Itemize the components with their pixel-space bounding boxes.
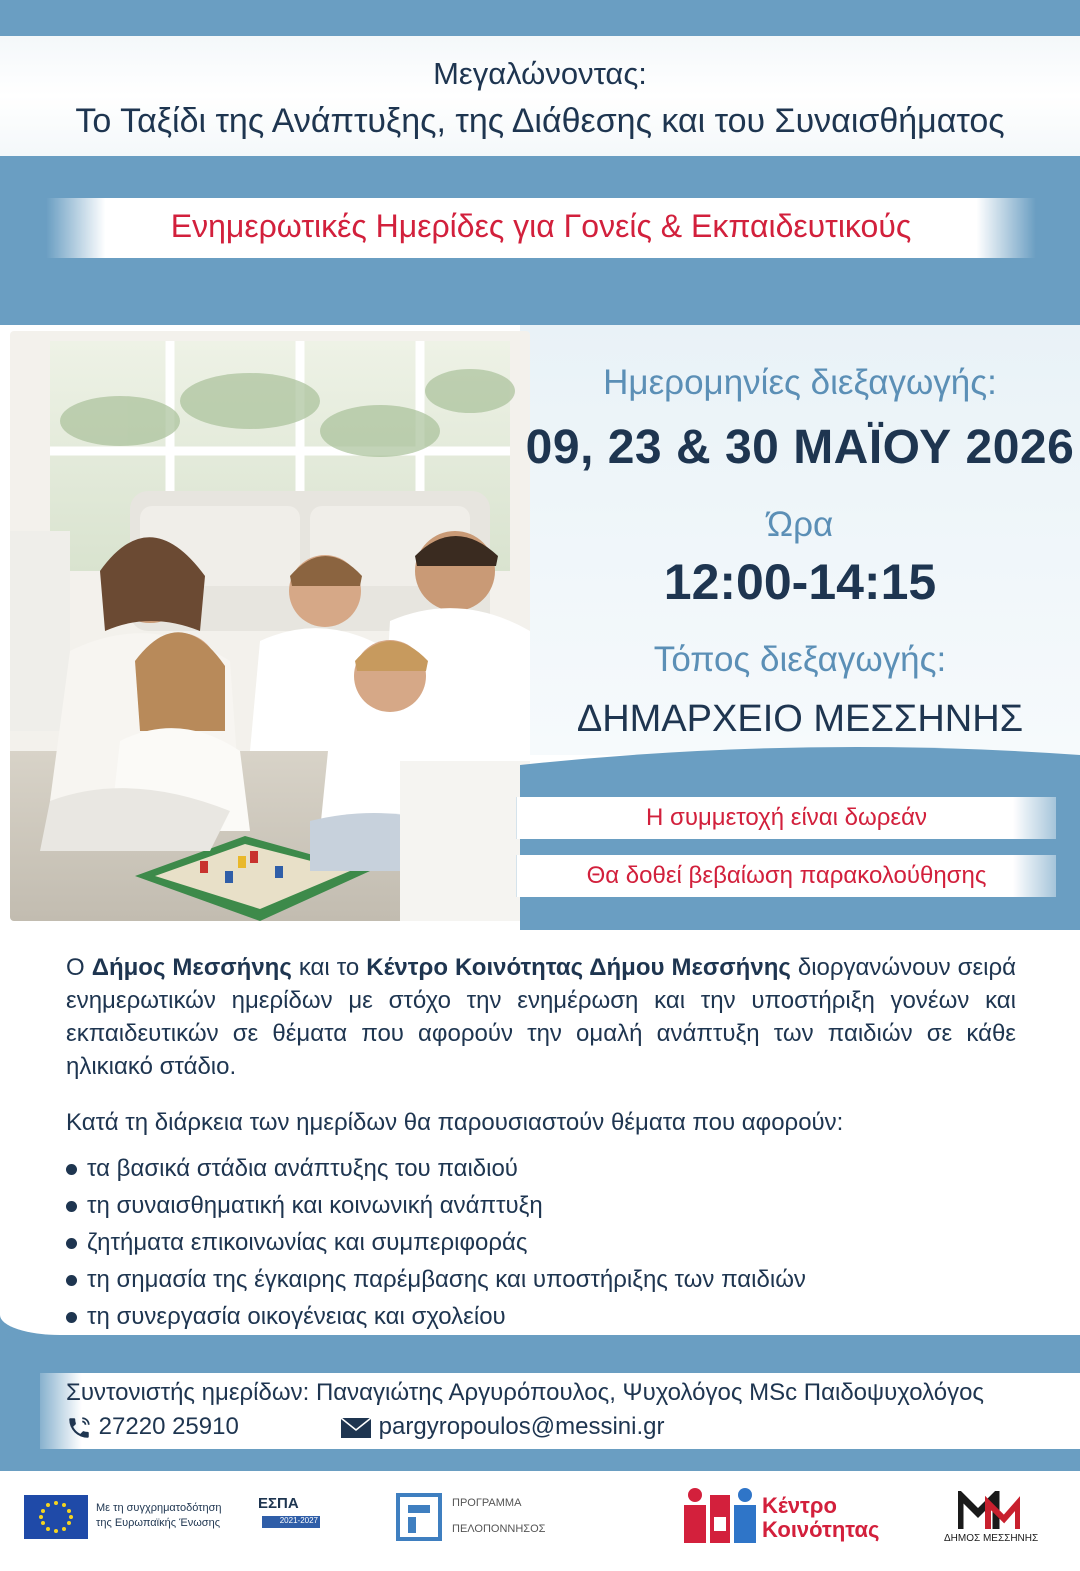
bullet-icon <box>66 1201 77 1212</box>
list-item <box>66 1189 1026 1226</box>
place-value: ΔΗΜΑΡΧΕΙΟ ΜΕΣΣΗΝΗΣ <box>576 698 1024 740</box>
coordinator-text: Συντονιστής ημερίδων: Παναγιώτης Αργυρόπουλος, Ψυχολόγος MSc Παιδοψυχολόγος <box>66 1379 984 1406</box>
intro-text-3: διοργανώνουν σειρά ενημερωτικών ημερίδων με στόχο την ενημέρωση και την υποστήριξη γονέων και εκπαιδευτικών σε θέματα που αφορούν την ομαλή ανάπτυξη των παιδιών σε κάθε ηλικιακό στάδιο. <box>66 954 1017 1080</box>
espa-logo-text: ΕΣΠΑ <box>258 1495 299 1512</box>
community-center-logo-icon <box>684 1485 756 1543</box>
bullet-icon <box>66 1238 77 1249</box>
list-item <box>66 1263 1026 1300</box>
certificate-note: Θα δοθεί βεβαίωση παρακολούθησης <box>516 855 1056 897</box>
eu-cofunding-line2: της Ευρωπαϊκής Ένωσης <box>96 1517 220 1529</box>
community-center-line2: Κοινότητας <box>762 1517 880 1542</box>
dates-value: 09, 23 & 30 ΜΑΪΟΥ 2026 <box>525 421 1075 474</box>
intro-paragraph <box>66 951 1016 1083</box>
wave-band <box>0 745 1080 935</box>
topic-text: ζητήματα επικοινωνίας και συμπεριφοράς <box>87 1229 528 1256</box>
time-label: Ώρα <box>766 505 834 544</box>
intro-text-2: και το <box>291 954 367 981</box>
community-center-line1: Κέντρο <box>762 1493 837 1518</box>
bullet-icon <box>66 1275 77 1286</box>
subtitle: Ενημερωτικές Ημερίδες για Γονείς & Εκπαιδευτικούς <box>170 208 912 244</box>
phone-contact[interactable] <box>66 1413 239 1441</box>
bullet-icon <box>66 1164 77 1175</box>
eu-cofunding-line1: Με τη συγχρηματοδότηση <box>96 1502 222 1514</box>
topic-text: τη συναισθηματική και κοινωνική ανάπτυξη <box>87 1192 543 1219</box>
list-item <box>66 1226 1026 1263</box>
envelope-icon <box>340 1417 372 1439</box>
topic-text: τα βασικά στάδια ανάπτυξης του παιδιού <box>87 1155 518 1182</box>
topics-intro: Κατά τη διάρκεια των ημερίδων θα παρουσιαστούν θέματα που αφορούν: <box>66 1109 844 1136</box>
list-item <box>66 1300 1026 1337</box>
peloponnese-program-icon <box>396 1493 442 1541</box>
program-label-2: ΠΕΛΟΠΟΝΝΗΣΟΣ <box>452 1523 546 1535</box>
espa-years: 2021-2027 <box>262 1516 320 1528</box>
org-municipality: Δήμος Μεσσήνης <box>91 954 292 981</box>
municipality-name: ΔΗΜΟΣ ΜΕΣΣΗΝΗΣ <box>944 1533 1039 1544</box>
list-item <box>66 1152 1026 1189</box>
email-contact[interactable] <box>340 1413 665 1441</box>
place-label: Τόπος διεξαγωγής: <box>653 640 947 679</box>
program-label-1: ΠΡΟΓΡΑΜΜΑ <box>452 1497 522 1509</box>
dates-label: Ημερομηνίες διεξαγωγής: <box>603 363 997 402</box>
footer-logos <box>0 1471 1080 1571</box>
title-line-2: Το Ταξίδι της Ανάπτυξης, της Διάθεσης και του Συναισθήματος <box>75 102 1005 140</box>
org-community-center: Κέντρο Κοινότητας Δήμου Μεσσήνης <box>366 954 791 981</box>
topic-text: τη σημασία της έγκαιρης παρέμβασης και υποστήριξης των παιδιών <box>87 1266 806 1293</box>
event-section <box>0 325 1080 930</box>
topic-text: τη συνεργασία οικογένειας και σχολείου <box>87 1303 506 1330</box>
phone-icon <box>66 1415 92 1441</box>
eu-flag-icon <box>24 1495 88 1539</box>
contact-band <box>40 1373 1080 1449</box>
municipality-logo-icon <box>958 1491 1020 1531</box>
title-line-1: Μεγαλώνοντας: <box>433 56 647 91</box>
intro-text-1: Ο <box>66 954 92 981</box>
subtitle-band <box>46 198 1036 258</box>
title-band <box>0 36 1080 156</box>
free-participation-note: Η συμμετοχή είναι δωρεάν <box>516 797 1056 839</box>
phone-number: 27220 25910 <box>98 1413 239 1440</box>
topics-list <box>66 1152 1026 1337</box>
email-address: pargyropoulos@messini.gr <box>378 1413 665 1440</box>
time-value: 12:00-14:15 <box>663 554 937 610</box>
bullet-icon <box>66 1312 77 1323</box>
